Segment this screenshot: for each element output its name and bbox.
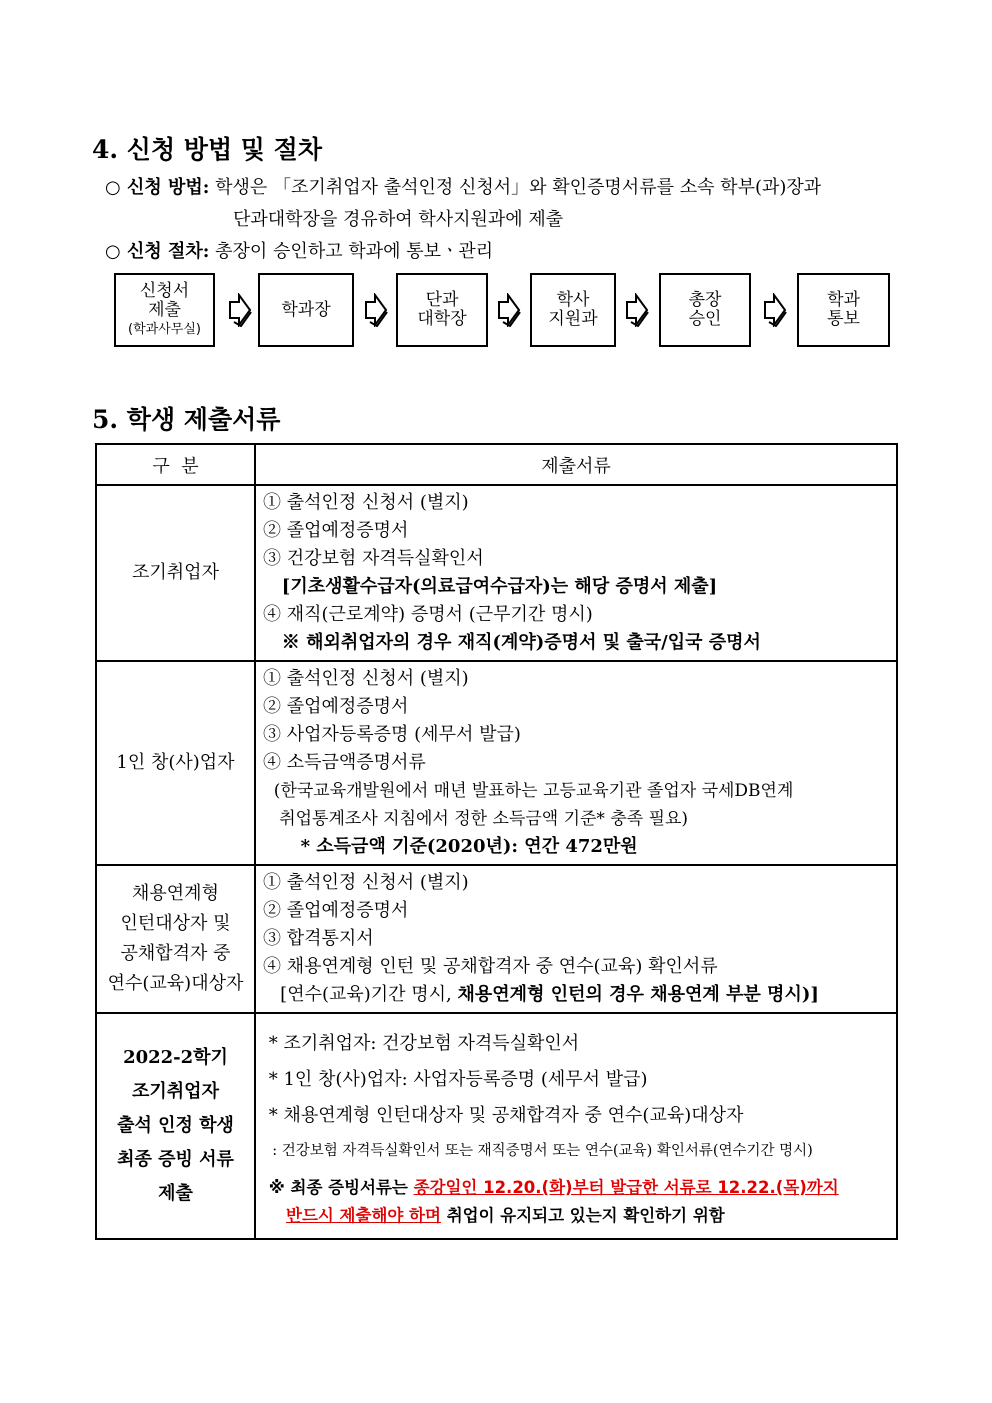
flow-box-president — [659, 273, 751, 347]
final-notice-purpose: 취업이 유지되고 있는지 확인하기 위함 — [440, 1206, 725, 1225]
document-item: * 1인 창(사)업자: 사업자등록증명 (세무서 발급) — [263, 1069, 648, 1090]
header-documents: 제출서류 — [255, 444, 897, 485]
category-label: 조기취업자 — [132, 562, 219, 583]
table-row — [96, 661, 897, 865]
final-notice-line-2 — [263, 1202, 896, 1230]
document-note: (한국교육개발원에서 매년 발표하는 고등교육기관 졸업자 국세DB연계 — [263, 781, 794, 801]
flow-label: 신청서 — [139, 280, 190, 301]
flow-label: 대학장 — [417, 309, 467, 329]
documents-cell — [255, 865, 897, 1013]
documents-cell — [255, 661, 897, 865]
method-label: ○ 신청 방법: — [105, 177, 210, 198]
section-5-title: 5. 학생 제출서류 — [92, 405, 281, 434]
document-item: ④ 채용연계형 인턴 및 공채합격자 중 연수(교육) 확인서류 — [263, 956, 718, 977]
final-notice-deadline: 종강일인 12.20.(화)부터 발급한 서류로 12.22.(목)까지 — [413, 1178, 839, 1197]
document-item: * 조기취업자: 건강보험 자격득실확인서 — [263, 1033, 580, 1054]
document-item: ③ 사업자등록증명 (세무서 발급) — [263, 724, 521, 745]
category-label: 최종 증빙 서류 — [117, 1149, 234, 1170]
documents-table — [95, 443, 898, 1240]
final-notice-line-1 — [263, 1174, 896, 1202]
document-note: ※ 해외취업자의 경우 재직(계약)증명서 및 출국/입국 증명서 — [263, 632, 761, 653]
right-arrow-icon — [625, 293, 649, 327]
document-item: ① 출석인정 신청서 (별지) — [263, 872, 469, 893]
flow-box-academic-office — [530, 273, 616, 347]
right-arrow-icon — [364, 293, 388, 327]
document-item: : 건강보험 자격득실확인서 또는 재직증명서 또는 연수(교육) 확인서류(연수기간 명시) — [263, 1143, 813, 1159]
category-cell — [96, 1013, 255, 1239]
document-item: ② 졸업예정증명서 — [263, 520, 409, 541]
flow-box-dept-head — [258, 273, 354, 347]
table-header-row — [96, 444, 897, 485]
category-cell — [96, 661, 255, 865]
procedure-label: ○ 신청 절차: — [105, 241, 210, 262]
header-category: 구 분 — [96, 444, 255, 485]
document-item: ③ 건강보험 자격득실확인서 — [263, 548, 484, 569]
table-row — [96, 1013, 897, 1239]
document-item: ③ 합격통지서 — [263, 928, 374, 949]
category-label: 조기취업자 — [132, 1081, 219, 1102]
final-notice-required: 반드시 제출해야 하며 — [286, 1206, 441, 1225]
document-note-part: [연수(교육)기간 명시, — [263, 984, 458, 1005]
flow-label: 단과 — [425, 290, 459, 310]
document-item: ① 출석인정 신청서 (별지) — [263, 492, 469, 513]
category-cell — [96, 865, 255, 1013]
category-label: 2022-2학기 — [123, 1047, 228, 1068]
method-text-1: 학생은 「조기취업자 출석인정 신청서」와 확인증명서류를 소속 학부(과)장과 — [209, 177, 822, 198]
document-note: [기초생활수급자(의료급여수급자)는 해당 증명서 제출] — [263, 576, 718, 597]
category-label: 출석 인정 학생 — [117, 1115, 234, 1136]
category-label: 제출 — [158, 1183, 193, 1204]
procedure-text: 총장이 승인하고 학과에 통보ㆍ관리 — [209, 241, 494, 262]
flow-box-application — [114, 273, 215, 347]
flow-label: 총장 — [688, 290, 722, 310]
category-cell — [96, 485, 255, 661]
documents-cell — [255, 1013, 897, 1239]
document-note: * 소득금액 기준(2020년): 연간 472만원 — [263, 836, 638, 857]
method-line-1 — [105, 173, 821, 199]
method-text-2: 단과대학장을 경유하여 학사지원과에 제출 — [233, 209, 564, 230]
category-label: 인턴대상자 및 — [120, 913, 231, 934]
final-notice-part: ※ 최종 증빙서류는 — [263, 1178, 414, 1197]
flow-label: 통보 — [827, 309, 860, 329]
right-arrow-icon — [763, 293, 787, 327]
document-item: * 채용연계형 인턴대상자 및 공채합격자 중 연수(교육)대상자 — [263, 1105, 744, 1126]
document-note: 취업통계조사 지침에서 정한 소득금액 기준* 충족 필요) — [263, 809, 689, 829]
flow-box-notify — [797, 273, 890, 347]
flow-label: 학사 — [556, 290, 590, 310]
document-item: ② 졸업예정증명서 — [263, 696, 409, 717]
category-label: 공채합격자 중 — [120, 943, 231, 964]
flow-label: 제출 — [148, 299, 181, 320]
document-item: ④ 소득금액증명서류 — [263, 752, 426, 773]
category-label: 연수(교육)대상자 — [107, 973, 244, 994]
category-label: 채용연계형 — [132, 883, 219, 904]
documents-cell — [255, 485, 897, 661]
document-item: ④ 재직(근로계약) 증명서 (근무기간 명시) — [263, 604, 593, 625]
category-label: 1인 창(사)업자 — [116, 752, 235, 773]
flow-label: 학과장 — [281, 299, 331, 320]
table-row — [96, 485, 897, 661]
document-note-bold: 채용연계형 인턴의 경우 채용연계 부분 명시)] — [457, 984, 819, 1005]
flow-label: 지원과 — [548, 309, 598, 329]
flow-label: 학과 — [827, 290, 860, 310]
flow-sublabel: (학과사무실) — [128, 321, 201, 337]
flow-box-dean — [396, 273, 488, 347]
document-note — [263, 981, 896, 1009]
document-item: ② 졸업예정증명서 — [263, 900, 409, 921]
table-row — [96, 865, 897, 1013]
flow-label: 승인 — [688, 309, 722, 329]
right-arrow-icon — [228, 293, 252, 327]
procedure-line — [105, 237, 493, 263]
right-arrow-icon — [497, 293, 521, 327]
document-item: ① 출석인정 신청서 (별지) — [263, 668, 469, 689]
section-4-title: 4. 신청 방법 및 절차 — [92, 135, 322, 164]
